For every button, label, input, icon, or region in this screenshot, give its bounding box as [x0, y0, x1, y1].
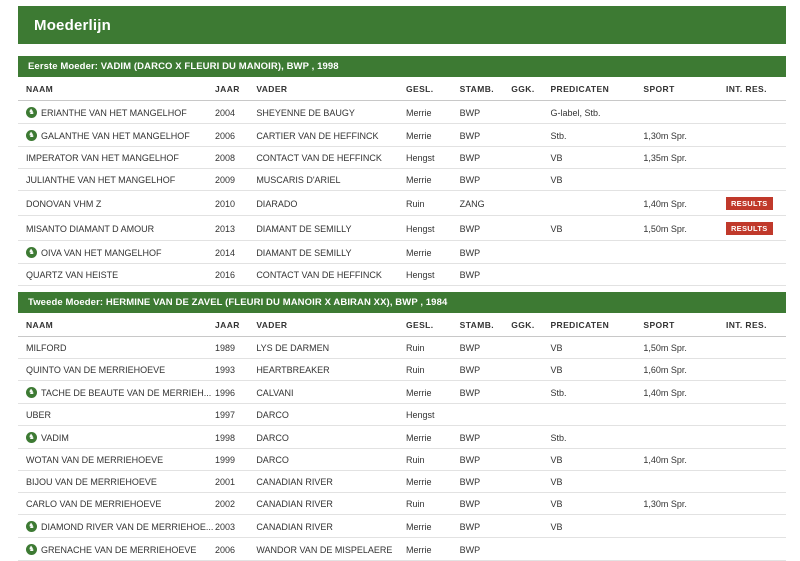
cell-int-res [722, 381, 786, 404]
horse-name [26, 410, 207, 420]
cell-int-res [722, 337, 786, 359]
cell-sport: 1,30m Spr. [639, 493, 722, 515]
cell-jaar: 1996 [211, 381, 252, 404]
cell-gesl: Merrie [402, 124, 456, 147]
cell-sport [639, 241, 722, 264]
cell-jaar: 2013 [211, 216, 252, 241]
cell-int-res [722, 147, 786, 169]
cell-naam [18, 216, 211, 241]
cell-naam [18, 538, 211, 561]
column-header-gesl: GESL. [402, 77, 456, 101]
column-header-pred: PREDICATEN [546, 77, 639, 101]
horse-name-label[interactable]: WOTAN VAN DE MERRIEHOEVE [26, 455, 164, 465]
cell-gesl: Ruin [402, 359, 456, 381]
cell-pred: Stb. [546, 426, 639, 449]
section-header: Eerste Moeder: VADIM (DARCO X FLEURI DU MANOIR), BWP , 1998 [18, 56, 786, 77]
cell-ggk [507, 515, 546, 538]
cell-gesl: Hengst [402, 264, 456, 286]
cell-pred [546, 191, 639, 216]
cell-ggk [507, 216, 546, 241]
horse-name [26, 224, 207, 234]
horse-name [26, 343, 207, 353]
cell-stamb: BWP [456, 426, 508, 449]
cell-naam [18, 359, 211, 381]
cell-sport [639, 471, 722, 493]
cell-int-res [722, 241, 786, 264]
cell-pred [546, 264, 639, 286]
cell-jaar: 2002 [211, 493, 252, 515]
cell-stamb: BWP [456, 101, 508, 124]
table-header-row [18, 313, 786, 337]
cell-gesl: Merrie [402, 471, 456, 493]
horse-name [26, 199, 207, 209]
table-row[interactable] [18, 538, 786, 561]
horse-icon: ♞ [26, 521, 37, 532]
cell-pred [546, 241, 639, 264]
horse-icon: ♞ [26, 107, 37, 118]
cell-gesl: Hengst [402, 404, 456, 426]
column-header-jaar: JAAR [211, 313, 252, 337]
cell-vader: CANADIAN RIVER [252, 471, 402, 493]
horse-name-label[interactable]: VADIM [41, 432, 69, 443]
cell-gesl: Merrie [402, 381, 456, 404]
cell-gesl: Ruin [402, 449, 456, 471]
horse-name-label[interactable]: QUINTO VAN DE MERRIEHOEVE [26, 365, 166, 375]
table-row[interactable] [18, 169, 786, 191]
cell-vader: DIAMANT DE SEMILLY [252, 216, 402, 241]
cell-int-res [722, 169, 786, 191]
cell-sport: 1,30m Spr. [639, 124, 722, 147]
cell-sport [639, 426, 722, 449]
horse-name [26, 477, 207, 487]
cell-gesl: Ruin [402, 493, 456, 515]
cell-pred: Stb. [546, 124, 639, 147]
moederlijn-content [18, 50, 786, 555]
column-header-gesl: GESL. [402, 313, 456, 337]
cell-ggk [507, 471, 546, 493]
horse-name-label[interactable]: DONOVAN VHM Z [26, 198, 102, 209]
cell-pred: VB [546, 147, 639, 169]
cell-int-res [722, 124, 786, 147]
column-header-jaar: JAAR [211, 77, 252, 101]
horse-name-label[interactable]: MISANTO DIAMANT D AMOUR [26, 223, 155, 234]
cell-naam [18, 493, 211, 515]
cell-naam [18, 426, 211, 449]
cell-vader: CALVANI [252, 381, 402, 404]
cell-vader: SHEYENNE DE BAUGY [252, 101, 402, 124]
sections-container [18, 56, 786, 561]
table-row[interactable] [18, 404, 786, 426]
results-badge[interactable]: RESULTS [726, 222, 773, 235]
cell-ggk [507, 538, 546, 561]
cell-jaar: 2006 [211, 124, 252, 147]
cell-vader: CONTACT VAN DE HEFFINCK [252, 147, 402, 169]
horse-name [26, 521, 214, 532]
horse-name [26, 432, 207, 443]
cell-ggk [507, 404, 546, 426]
cell-jaar: 2006 [211, 538, 252, 561]
column-header-res: INT. RES. [722, 313, 786, 337]
horse-name-label[interactable]: OIVA VAN HET MANGELHOF [41, 247, 162, 258]
cell-gesl: Merrie [402, 538, 456, 561]
cell-int-res [722, 471, 786, 493]
page-header [18, 6, 786, 44]
cell-stamb: BWP [456, 337, 508, 359]
horse-icon: ♞ [26, 544, 37, 555]
cell-pred: Stb. [546, 381, 639, 404]
cell-sport: 1,50m Spr. [639, 337, 722, 359]
cell-sport: 1,40m Spr. [639, 381, 722, 404]
pedigree-table [18, 77, 786, 286]
cell-stamb: BWP [456, 381, 508, 404]
cell-ggk [507, 381, 546, 404]
horse-icon: ♞ [26, 432, 37, 443]
cell-jaar: 2009 [211, 169, 252, 191]
cell-ggk [507, 191, 546, 216]
cell-naam [18, 404, 211, 426]
horse-name [26, 247, 207, 258]
table-row[interactable] [18, 381, 786, 404]
cell-naam [18, 169, 211, 191]
cell-jaar: 1999 [211, 449, 252, 471]
cell-gesl: Merrie [402, 169, 456, 191]
table-header-row [18, 77, 786, 101]
results-badge[interactable]: RESULTS [726, 197, 773, 210]
cell-vader: HEARTBREAKER [252, 359, 402, 381]
pedigree-table [18, 313, 786, 561]
cell-gesl: Merrie [402, 101, 456, 124]
cell-ggk [507, 241, 546, 264]
cell-jaar: 1998 [211, 426, 252, 449]
cell-stamb: BWP [456, 216, 508, 241]
horse-name [26, 175, 207, 185]
table-row[interactable] [18, 241, 786, 264]
cell-gesl: Ruin [402, 191, 456, 216]
cell-stamb: BWP [456, 538, 508, 561]
cell-gesl: Ruin [402, 337, 456, 359]
horse-name-label[interactable]: BIJOU VAN DE MERRIEHOEVE [26, 477, 157, 487]
cell-vader: DARCO [252, 449, 402, 471]
column-header-stamb: STAMB. [456, 77, 508, 101]
cell-naam [18, 191, 211, 216]
table-row[interactable] [18, 216, 786, 241]
table-row[interactable] [18, 471, 786, 493]
cell-jaar: 1993 [211, 359, 252, 381]
cell-jaar: 1997 [211, 404, 252, 426]
horse-name-label[interactable]: QUARTZ VAN HEISTE [26, 270, 119, 280]
table-row[interactable] [18, 337, 786, 359]
cell-pred: VB [546, 359, 639, 381]
cell-stamb: BWP [456, 241, 508, 264]
cell-vader: DARCO [252, 404, 402, 426]
cell-stamb: ZANG [456, 191, 508, 216]
table-row[interactable] [18, 147, 786, 169]
cell-naam [18, 515, 214, 538]
cell-naam [18, 147, 211, 169]
horse-name-label[interactable]: GALANTHE VAN HET MANGELHOF [41, 130, 190, 141]
table-row[interactable] [18, 515, 786, 538]
horse-icon: ♞ [26, 387, 37, 398]
cell-ggk [507, 493, 546, 515]
column-header-ggk: GGK. [507, 77, 546, 101]
cell-jaar: 1989 [211, 337, 252, 359]
horse-name-label[interactable]: UBER [26, 410, 52, 420]
cell-vader: CARTIER VAN DE HEFFINCK [252, 124, 402, 147]
cell-sport [639, 264, 722, 286]
cell-gesl: Hengst [402, 147, 456, 169]
cell-int-res [722, 216, 786, 241]
column-header-pred: PREDICATEN [546, 313, 639, 337]
cell-stamb [456, 404, 508, 426]
cell-sport: 1,35m Spr. [639, 147, 722, 169]
horse-name-label[interactable]: CARLO VAN DE MERRIEHOEVE [26, 499, 162, 509]
cell-gesl: Hengst [402, 216, 456, 241]
cell-sport [639, 101, 722, 124]
cell-vader: DIARADO [252, 191, 402, 216]
cell-int-res [722, 426, 786, 449]
cell-sport: 1,40m Spr. [639, 449, 722, 471]
table-row[interactable] [18, 191, 786, 216]
cell-pred: VB [546, 337, 639, 359]
column-header-naam: NAAM [18, 313, 211, 337]
horse-name [26, 455, 207, 465]
column-header-sport: SPORT [639, 313, 722, 337]
page-title: Moederlijn [34, 16, 112, 34]
cell-naam [18, 471, 211, 493]
horse-name-label[interactable]: MILFORD [26, 343, 67, 353]
cell-jaar: 2016 [211, 264, 252, 286]
cell-gesl: Merrie [402, 426, 456, 449]
column-header-stamb: STAMB. [456, 313, 508, 337]
horse-name [26, 365, 207, 375]
cell-vader: CONTACT VAN DE HEFFINCK [252, 264, 402, 286]
column-header-ggk: GGK. [507, 313, 546, 337]
cell-int-res [722, 191, 786, 216]
cell-gesl: Merrie [402, 241, 456, 264]
table-row[interactable] [18, 264, 786, 286]
cell-int-res [722, 538, 786, 561]
column-header-sport: SPORT [639, 77, 722, 101]
cell-naam [18, 449, 211, 471]
cell-naam [18, 264, 211, 286]
cell-int-res [722, 449, 786, 471]
cell-sport [639, 538, 722, 561]
horse-name [26, 153, 207, 163]
cell-ggk [507, 337, 546, 359]
table-row[interactable] [18, 426, 786, 449]
cell-vader: CANADIAN RIVER [252, 493, 402, 515]
cell-stamb: BWP [456, 147, 508, 169]
horse-name-label[interactable]: DIAMOND RIVER VAN DE MERRIEHOE... [41, 521, 214, 532]
cell-jaar: 2014 [211, 241, 252, 264]
cell-sport: 1,40m Spr. [639, 191, 722, 216]
cell-jaar: 2004 [211, 101, 252, 124]
horse-name [26, 130, 207, 141]
cell-ggk [507, 101, 546, 124]
table-row[interactable] [18, 449, 786, 471]
section-header: Tweede Moeder: HERMINE VAN DE ZAVEL (FLEURI DU MANOIR X ABIRAN XX), BWP , 1984 [18, 292, 786, 313]
cell-int-res [722, 515, 786, 538]
cell-int-res [722, 264, 786, 286]
column-header-res: INT. RES. [722, 77, 786, 101]
cell-jaar: 2001 [211, 471, 252, 493]
cell-vader: CANADIAN RIVER [252, 515, 402, 538]
table-row[interactable] [18, 359, 786, 381]
cell-stamb: BWP [456, 124, 508, 147]
cell-naam [18, 101, 211, 124]
cell-stamb: BWP [456, 359, 508, 381]
cell-pred: VB [546, 216, 639, 241]
cell-ggk [507, 264, 546, 286]
horse-name [26, 387, 212, 398]
cell-stamb: BWP [456, 515, 508, 538]
cell-int-res [722, 493, 786, 515]
cell-vader: MUSCARIS D'ARIEL [252, 169, 402, 191]
table-row[interactable] [18, 493, 786, 515]
cell-vader: WANDOR VAN DE MISPELAERE [252, 538, 402, 561]
horse-name [26, 499, 207, 509]
cell-sport [639, 515, 722, 538]
cell-pred: VB [546, 449, 639, 471]
column-header-naam: NAAM [18, 77, 211, 101]
table-row[interactable] [18, 101, 786, 124]
horse-name-label[interactable]: IMPERATOR VAN HET MANGELHOF [26, 153, 179, 163]
cell-pred [546, 404, 639, 426]
horse-name-label[interactable]: JULIANTHE VAN HET MANGELHOF [26, 175, 176, 185]
cell-sport: 1,60m Spr. [639, 359, 722, 381]
cell-pred: VB [546, 493, 639, 515]
cell-naam [18, 337, 211, 359]
cell-vader: DIAMANT DE SEMILLY [252, 241, 402, 264]
cell-int-res [722, 359, 786, 381]
cell-naam [18, 381, 211, 404]
cell-ggk [507, 359, 546, 381]
cell-int-res [722, 404, 786, 426]
cell-pred: VB [546, 515, 639, 538]
cell-gesl: Merrie [402, 515, 456, 538]
cell-vader: DARCO [252, 426, 402, 449]
cell-stamb: BWP [456, 449, 508, 471]
cell-ggk [507, 449, 546, 471]
cell-pred: G-label, Stb. [546, 101, 639, 124]
cell-stamb: BWP [456, 471, 508, 493]
cell-pred: VB [546, 471, 639, 493]
cell-pred: VB [546, 169, 639, 191]
cell-ggk [507, 124, 546, 147]
cell-stamb: BWP [456, 169, 508, 191]
cell-naam [18, 124, 211, 147]
cell-stamb: BWP [456, 264, 508, 286]
cell-sport [639, 169, 722, 191]
column-header-vader: VADER [252, 77, 402, 101]
horse-icon: ♞ [26, 130, 37, 141]
horse-name-label[interactable]: TACHE DE BEAUTE VAN DE MERRIEH... [41, 387, 212, 398]
cell-sport [639, 404, 722, 426]
horse-name-label[interactable]: GRENACHE VAN DE MERRIEHOEVE [41, 544, 197, 555]
horse-icon: ♞ [26, 247, 37, 258]
cell-ggk [507, 426, 546, 449]
cell-vader: LYS DE DARMEN [252, 337, 402, 359]
cell-jaar: 2003 [211, 515, 252, 538]
horse-name [26, 270, 207, 280]
cell-pred [546, 538, 639, 561]
cell-naam [18, 241, 211, 264]
cell-int-res [722, 101, 786, 124]
cell-sport: 1,50m Spr. [639, 216, 722, 241]
cell-jaar: 2008 [211, 147, 252, 169]
horse-name [26, 107, 207, 118]
horse-name [26, 544, 207, 555]
cell-ggk [507, 147, 546, 169]
horse-name-label[interactable]: ERIANTHE VAN HET MANGELHOF [41, 107, 187, 118]
column-header-vader: VADER [252, 313, 402, 337]
table-row[interactable] [18, 124, 786, 147]
cell-ggk [507, 169, 546, 191]
cell-stamb: BWP [456, 493, 508, 515]
cell-jaar: 2010 [211, 191, 252, 216]
